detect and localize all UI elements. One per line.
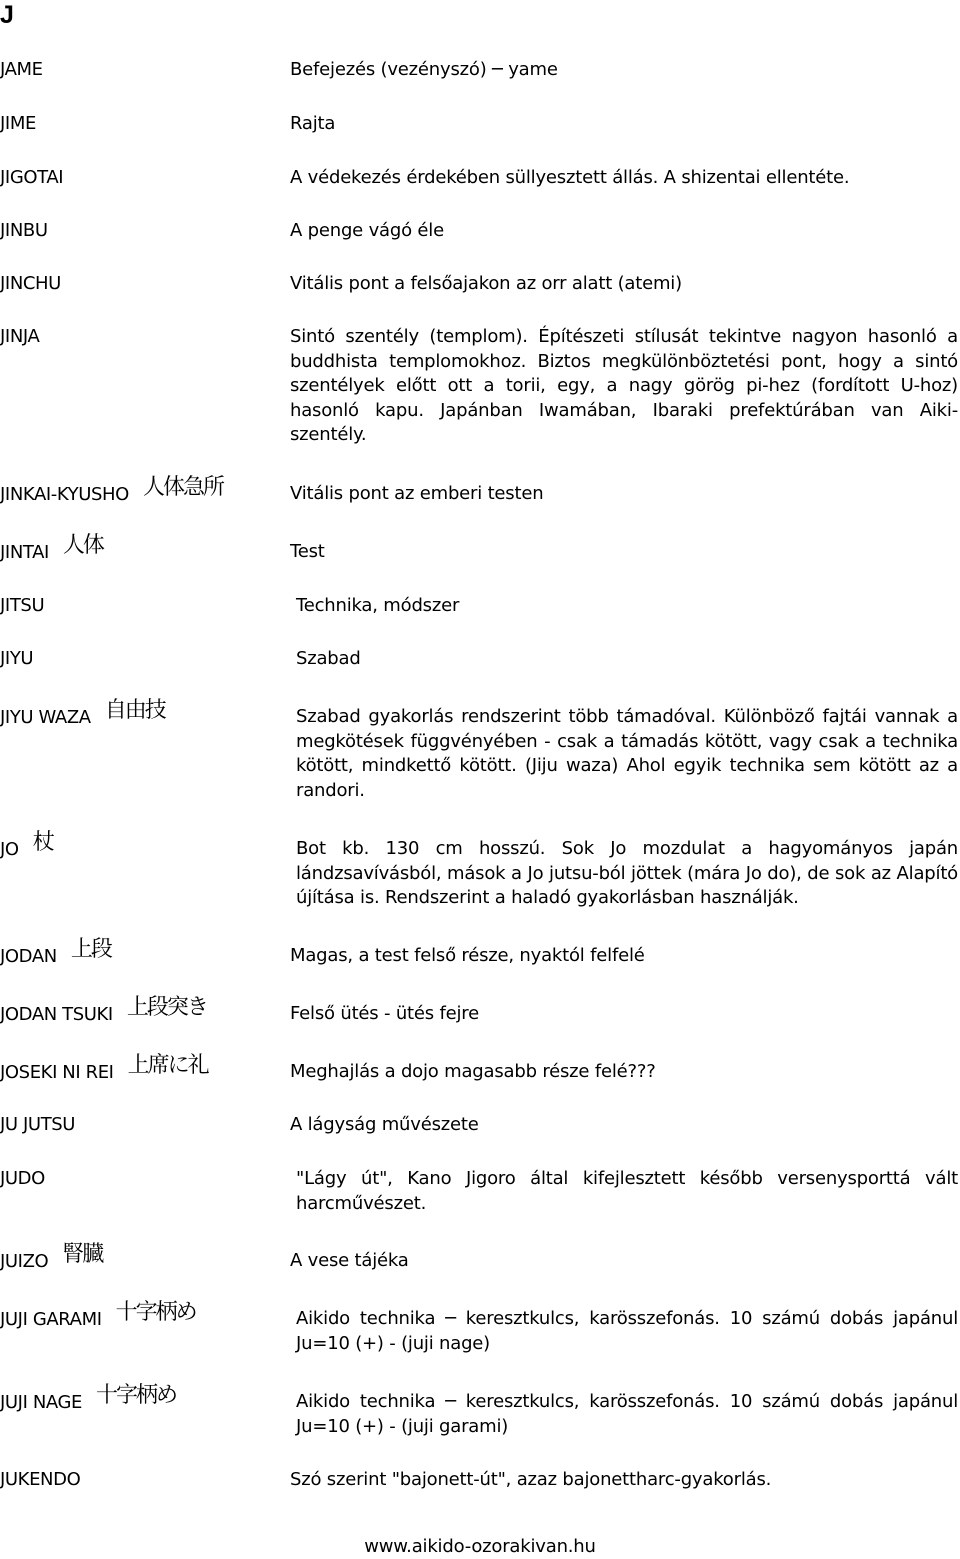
entry-definition: Meghajlás a dojo magasabb része felé???: [290, 1061, 656, 1082]
entry-term: [0, 58, 43, 82]
entry-definition: A védekezés érdekében süllyesztett állás. A shizentai ellentéte.: [290, 167, 850, 188]
term-text: JIYU: [0, 648, 34, 669]
entry-term: [0, 1167, 45, 1191]
term-text: JINKAI-KYUSHO: [0, 484, 129, 505]
term-text: JUKENDO: [0, 1469, 81, 1490]
term-text: JUJI NAGE: [0, 1392, 83, 1413]
term-text: JOSEKI NI REI: [0, 1062, 114, 1083]
entry-definition: Szabad: [296, 648, 361, 669]
entry-kanji: 人体急所: [142, 475, 223, 500]
term-text: JODAN: [0, 946, 57, 967]
entry-definition: Aikido technika ─ keresztkulcs, karösszefonás. 10 számú dobás japánul Ju=10 (+) - (juji nage): [296, 1308, 958, 1354]
term-text: JUIZO: [0, 1251, 49, 1272]
entry-kanji: 上段突き: [126, 995, 207, 1020]
entry-definition: Technika, módszer: [296, 595, 460, 616]
entry-term: [0, 995, 207, 1027]
term-text: JIGOTAI: [0, 167, 64, 188]
entry-kanji: 十字柄め: [96, 1383, 177, 1408]
entry-definition: A lágyság művészete: [290, 1114, 479, 1135]
section-letter-heading: J: [0, 1, 14, 29]
term-text: JINBU: [0, 220, 48, 241]
entry-definition: Test: [290, 541, 325, 562]
entry-term: [0, 533, 103, 565]
entry-definition: A vese tájéka: [290, 1250, 409, 1271]
entry-definition: Magas, a test felső része, nyaktól felfelé: [290, 945, 645, 966]
entry-term: [0, 1468, 80, 1492]
term-text: JITSU: [0, 595, 45, 616]
entry-definition: Befejezés (vezényszó) ─ yame: [290, 59, 558, 80]
term-text: JINJA: [0, 326, 40, 347]
entry-term: [0, 219, 48, 243]
entry-kanji: 腎臓: [62, 1242, 103, 1267]
entry-kanji: 十字柄め: [115, 1300, 196, 1325]
entry-term: [0, 1113, 75, 1137]
entry-term: [0, 1300, 196, 1332]
entry-definition: Felső ütés - ütés fejre: [290, 1003, 479, 1024]
entry-term: [0, 112, 36, 136]
entry-term: [0, 272, 61, 296]
entry-definition: A penge vágó éle: [290, 220, 444, 241]
entry-definition: Vitális pont az emberi testen: [290, 483, 544, 504]
entry-kanji: 人体: [62, 533, 103, 558]
term-text: JU JUTSU: [0, 1114, 76, 1135]
entry-definition: Vitális pont a felsőajakon az orr alatt (atemi): [290, 273, 682, 294]
term-text: JIME: [0, 113, 36, 134]
term-text: JUJI GARAMI: [0, 1309, 102, 1330]
entry-term: [0, 325, 39, 349]
term-text: JO: [0, 839, 19, 860]
entry-term: [0, 475, 223, 507]
entry-term: [0, 594, 44, 618]
term-text: JIYU WAZA: [0, 707, 91, 728]
term-text: JINCHU: [0, 273, 61, 294]
entry-kanji: 杖: [32, 830, 53, 855]
footer-website-url: www.aikido-ozorakivan.hu: [364, 1536, 596, 1557]
term-text: JAME: [0, 59, 43, 80]
entry-kanji: 上段: [70, 937, 111, 962]
entry-term: [0, 1383, 177, 1415]
entry-kanji: 上席に礼: [127, 1053, 208, 1078]
entry-term: [0, 1242, 103, 1274]
entry-term: [0, 698, 165, 730]
entry-kanji: 自由技: [104, 698, 165, 723]
entry-term: [0, 937, 111, 969]
entry-definition: Szó szerint "bajonett-út", azaz bajonettharc-gyakorlás.: [290, 1469, 772, 1490]
term-text: JODAN TSUKI: [0, 1004, 113, 1025]
term-text: JUDO: [0, 1168, 45, 1189]
entry-term: [0, 1053, 208, 1085]
term-text: JINTAI: [0, 542, 49, 563]
entry-definition: Rajta: [290, 113, 336, 134]
entry-definition: "Lágy út", Kano Jigoro által kifejlesztett később versenysporttá vált harcművészet.: [296, 1168, 958, 1214]
entry-term: [0, 830, 53, 862]
entry-term: [0, 166, 63, 190]
entry-term: [0, 647, 33, 671]
entry-definition: Szabad gyakorlás rendszerint több támadóval. Különböző fajtái vannak a megkötések függvényében - csak a támadás kötött, vagy csak a technika kötött, mindkettő kötött. (Jiju waza) Ahol egyik technika sem kötött az a randori.: [296, 706, 958, 801]
entry-definition: Sintó szentély (templom). Építészeti stílusát tekintve nagyon hasonló a buddhista templomokhoz. Biztos megkülönböztetési pont, hogy a sintó szentélyek előtt ott a torii, egy, a nagy görög pi-hez (fordított U-hoz) hasonló kapu. Japánban Iwamában, Ibaraki prefektúrában van Aiki-szentély.: [290, 326, 958, 445]
entry-definition: Aikido technika ─ keresztkulcs, karösszefonás. 10 számú dobás japánul Ju=10 (+) - (juji garami): [296, 1391, 958, 1437]
entry-definition: Bot kb. 130 cm hosszú. Sok Jo mozdulat a hagyományos japán lándzsavívásból, mások a Jo jutsu-ból jöttek (mára Jo do), de sok az Alapító újítása is. Rendszerint a haladó gyakorlásban használják.: [296, 838, 958, 908]
